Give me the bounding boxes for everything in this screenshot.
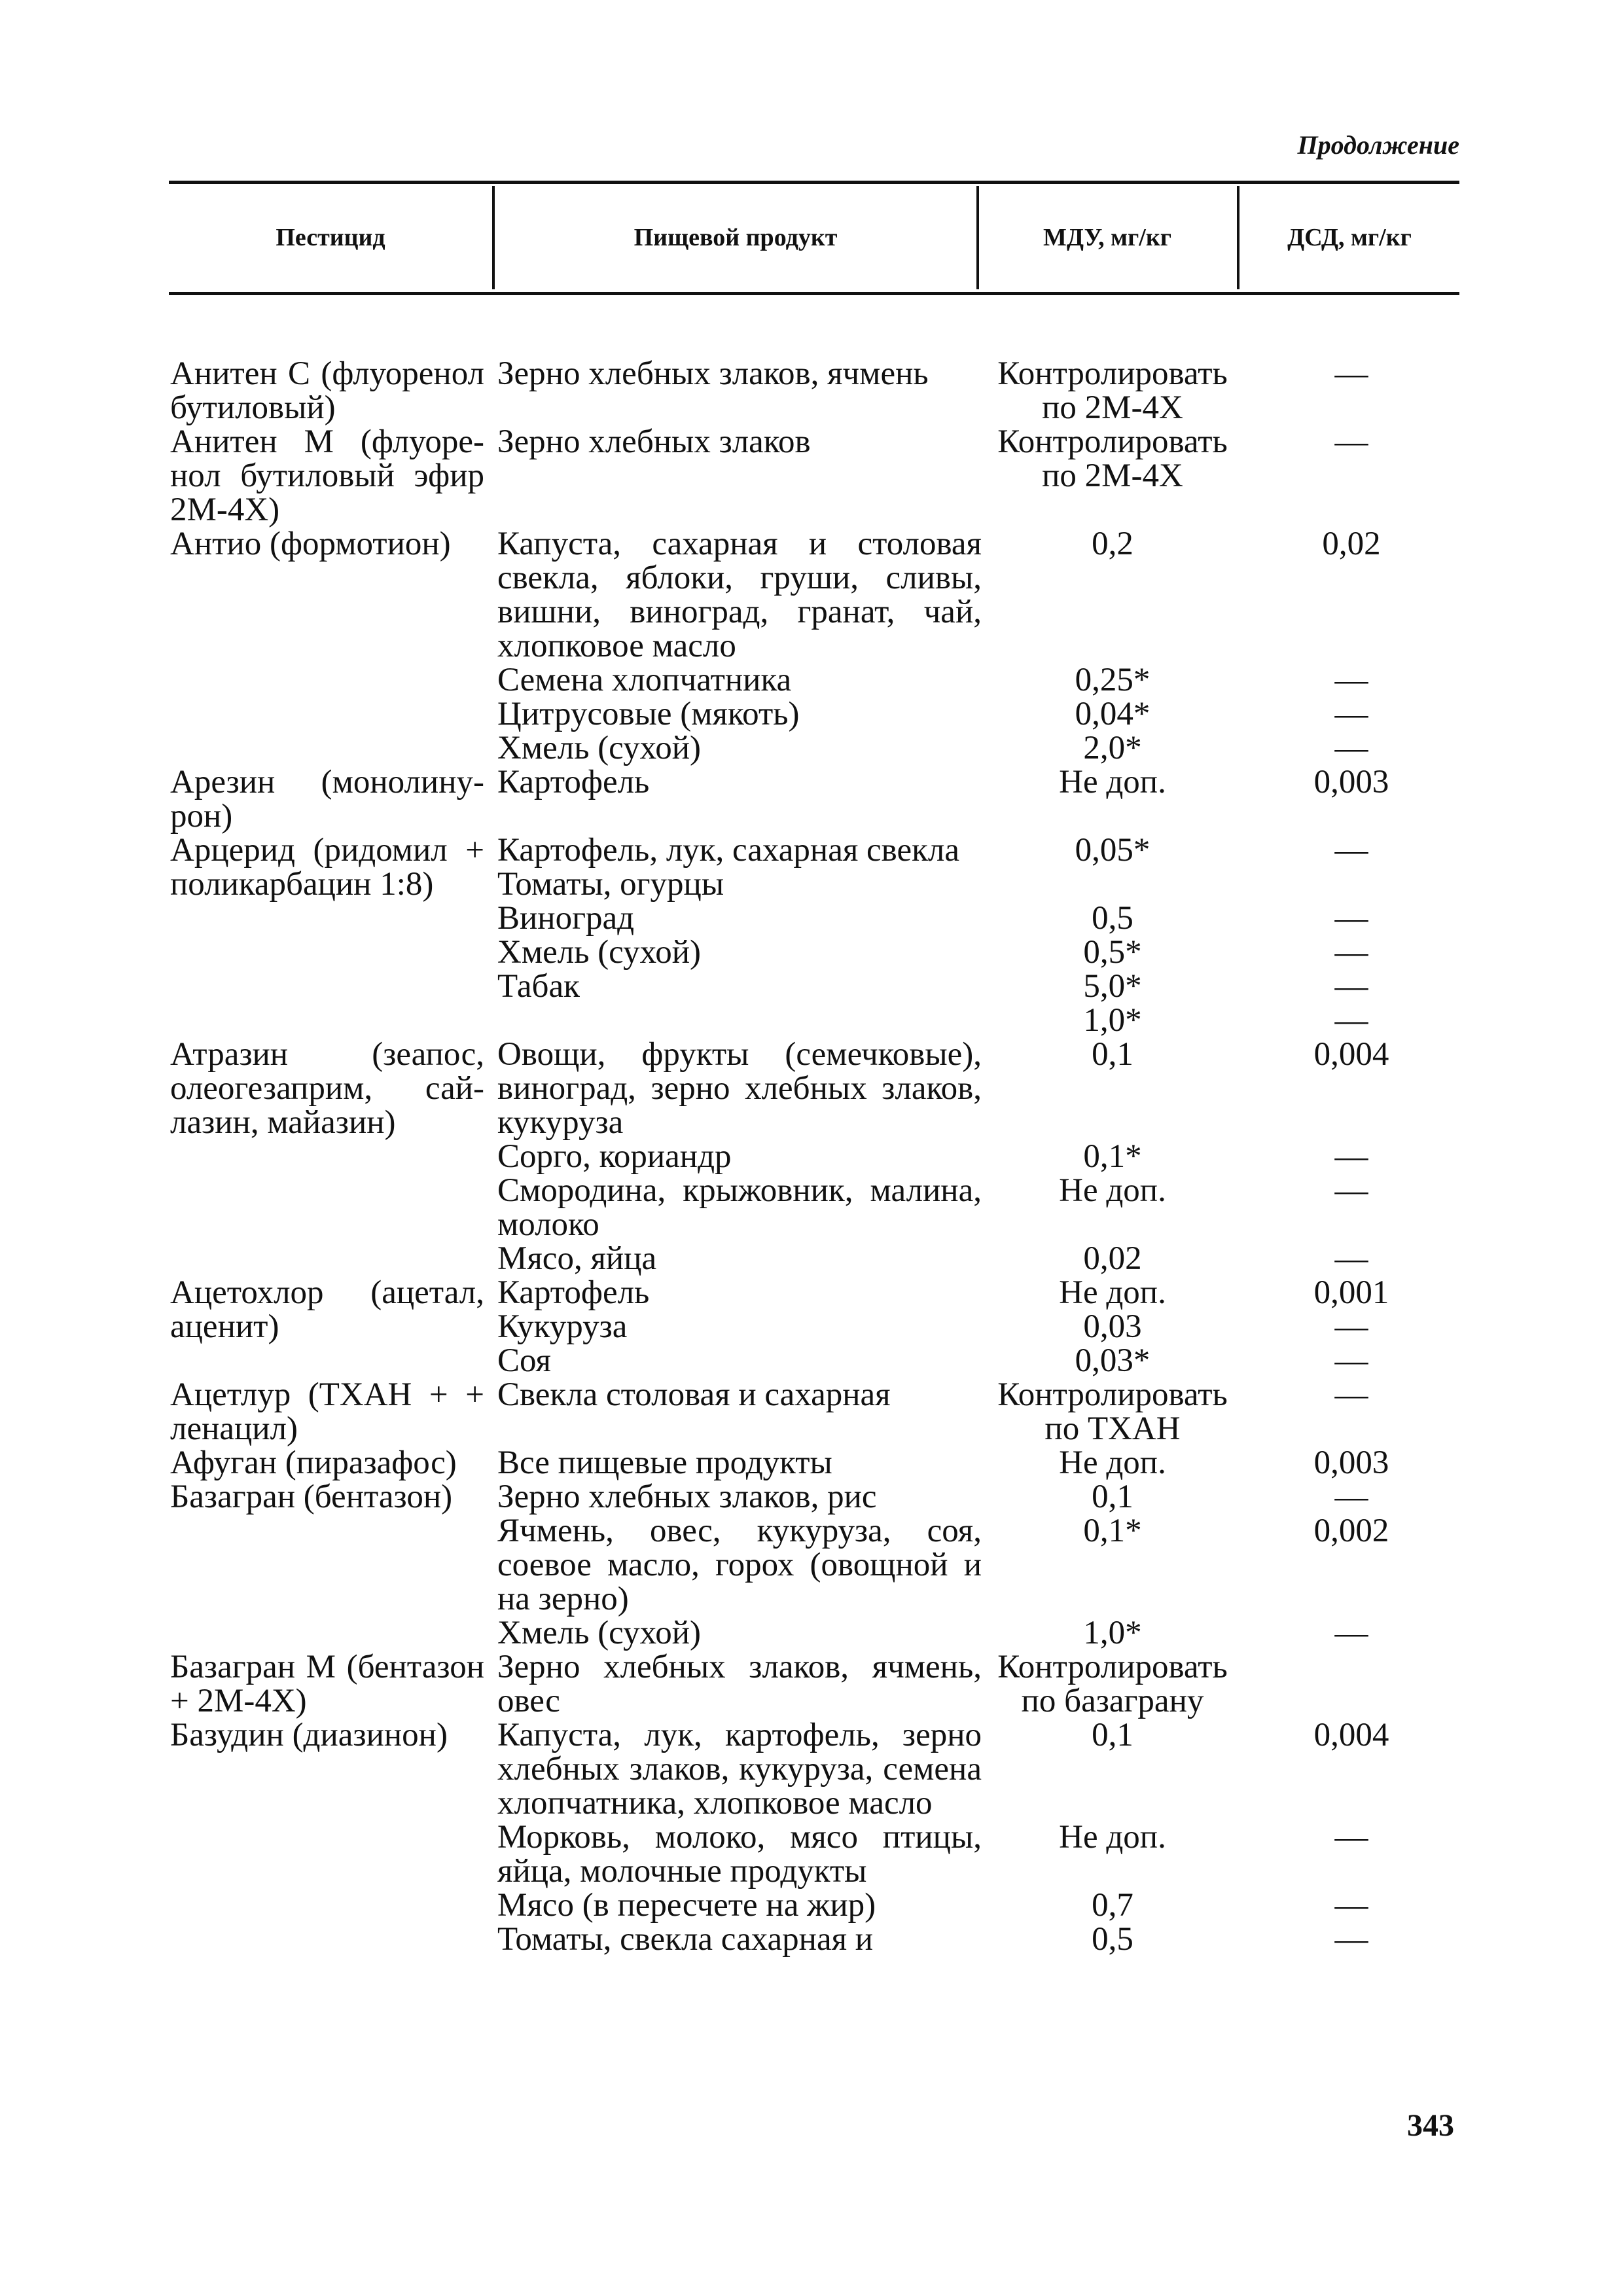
food-product-cell: Все пищевые продукты xyxy=(497,1444,832,1481)
dsd-cell: — xyxy=(1334,1308,1368,1345)
food-product-cell: Овощи, фрукты (семечковые), виноград, зерно хлебных злаков, кукуруза xyxy=(497,1036,982,1141)
dsd-cell: — xyxy=(1334,1921,1368,1958)
dsd-cell: — xyxy=(1334,355,1368,392)
table-row xyxy=(484,663,1459,697)
table-row xyxy=(484,867,1459,901)
mdu-cell: 0,5 xyxy=(1092,1921,1133,1958)
food-product-cell: Зерно хлебных злаков xyxy=(497,423,811,460)
dsd-cell: 0,003 xyxy=(1313,764,1389,800)
food-product-cell: Свекла столовая и сахарная xyxy=(497,1376,891,1413)
pesticide-name: Ацетохлор (ацетал, аценит) xyxy=(170,1274,484,1345)
table-row xyxy=(484,1378,1459,1446)
dsd-cell: 0,004 xyxy=(1313,1036,1389,1073)
table-row xyxy=(484,1820,1459,1888)
pesticide-group xyxy=(170,1037,1459,1276)
table-row xyxy=(484,1344,1459,1378)
dsd-cell: — xyxy=(1334,1376,1368,1413)
table-row xyxy=(484,1174,1459,1242)
mdu-cell: 0,5* xyxy=(1083,934,1142,971)
food-product-cell: Картофель, лук, сахарная свекла xyxy=(497,832,959,869)
pesticide-group xyxy=(170,1650,1459,1718)
food-product-cell: Зерно хлебных злаков, ячмень xyxy=(497,355,929,392)
continuation-label: Продолжение xyxy=(1297,130,1459,160)
mdu-cell xyxy=(982,867,1243,901)
mdu-cell: 0,02 xyxy=(1083,1240,1142,1277)
pesticide-name: Арезин (монолинурон) xyxy=(170,764,484,834)
mdu-cell: 0,1 xyxy=(1092,1479,1133,1515)
mdu-cell: 0,1* xyxy=(1083,1138,1142,1175)
pesticide-name: Атразин (зеапос, олеогезаприм, сайлазин, майазин) xyxy=(170,1036,484,1141)
table-row xyxy=(484,1888,1459,1922)
food-product-cell: Томаты, свекла сахарная и xyxy=(497,1921,874,1958)
table-row xyxy=(484,1310,1459,1344)
pesticide-table xyxy=(170,357,1459,1956)
table-row xyxy=(484,765,1459,799)
pesticide-name: Ацетлур (ТХАН + + ленацил) xyxy=(170,1376,484,1447)
table-row xyxy=(484,935,1459,969)
mdu-cell: 0,03* xyxy=(1075,1342,1150,1379)
dsd-cell: — xyxy=(1334,423,1368,460)
table-row xyxy=(484,833,1459,867)
dsd-cell: — xyxy=(1334,662,1368,698)
table-row xyxy=(484,731,1459,765)
table-row xyxy=(484,1480,1459,1514)
dsd-cell: — xyxy=(1334,900,1368,937)
table-row xyxy=(484,1242,1459,1276)
header-pesticide: Пестицид xyxy=(276,224,385,251)
dsd-cell: — xyxy=(1334,832,1368,869)
food-product-cell xyxy=(484,1003,982,1037)
food-product-cell: Зерно хлебных злаков, рис xyxy=(497,1479,877,1515)
pesticide-group xyxy=(170,765,1459,833)
food-product-cell: Цитрусовые (мякоть) xyxy=(497,696,800,732)
pesticide-group xyxy=(170,1718,1459,1956)
dsd-cell xyxy=(1243,1650,1459,1718)
mdu-cell: 0,1* xyxy=(1083,1513,1142,1549)
dsd-cell: — xyxy=(1334,1002,1368,1039)
food-product-cell: Зерно хлебных злаков, ячмень, овес xyxy=(497,1649,982,1719)
pesticide-name: Анитен М (флуоренол бутиловый эфир 2М-4Х) xyxy=(170,423,484,528)
pesticide-group xyxy=(170,357,1459,425)
table-row xyxy=(484,1616,1459,1650)
mdu-cell: 0,04* xyxy=(1075,696,1150,732)
table-row xyxy=(484,357,1459,425)
table-row xyxy=(484,1514,1459,1616)
food-product-cell: Ячмень, овес, кукуруза, соя, соевое масло, горох (овощной и на зерно) xyxy=(497,1513,982,1617)
food-product-cell: Кукуруза xyxy=(497,1308,628,1345)
dsd-cell: 0,003 xyxy=(1313,1444,1389,1481)
mdu-cell: 0,5 xyxy=(1092,900,1133,937)
pesticide-group xyxy=(170,1276,1459,1378)
dsd-cell: 0,001 xyxy=(1313,1274,1389,1311)
pesticide-group xyxy=(170,1480,1459,1650)
food-product-cell: Соя xyxy=(497,1342,552,1379)
mdu-cell: Не доп. xyxy=(1059,1274,1166,1311)
dsd-cell: — xyxy=(1334,1615,1368,1651)
food-product-cell: Мясо, яйца xyxy=(497,1240,657,1277)
pesticide-name: Базагран (бентазон) xyxy=(170,1479,453,1515)
dsd-cell: 0,002 xyxy=(1313,1513,1389,1549)
food-product-cell: Смородина, крыжовник, малина, молоко xyxy=(497,1172,982,1243)
table-row xyxy=(484,1037,1459,1139)
mdu-cell: 1,0* xyxy=(1083,1615,1142,1651)
page-number: 343 xyxy=(1407,2108,1454,2143)
mdu-cell: Не доп. xyxy=(1059,1819,1166,1856)
pesticide-group xyxy=(170,1378,1459,1446)
dsd-cell xyxy=(1243,867,1459,901)
dsd-cell: — xyxy=(1334,934,1368,971)
table-row xyxy=(484,1922,1459,1956)
mdu-cell: 0,05* xyxy=(1075,832,1150,869)
header-product: Пищевой продукт xyxy=(633,224,838,251)
table-row xyxy=(484,527,1459,663)
mdu-cell: 0,2 xyxy=(1092,526,1133,562)
mdu-cell: 0,03 xyxy=(1083,1308,1142,1345)
dsd-cell: — xyxy=(1334,696,1368,732)
food-product-cell: Семена хлопчатника xyxy=(497,662,792,698)
pesticide-name: Анитен С (флуоренол бутиловый) xyxy=(170,355,484,426)
dsd-cell: 0,02 xyxy=(1322,526,1381,562)
mdu-cell: 0,1 xyxy=(1092,1036,1133,1073)
food-product-cell: Томаты, огурцы xyxy=(497,866,724,903)
header-bottom-rule xyxy=(169,292,1459,295)
food-product-cell: Мясо (в пересчете на жир) xyxy=(497,1887,876,1924)
table-row xyxy=(484,1276,1459,1310)
table-row xyxy=(484,425,1459,493)
mdu-cell: 1,0* xyxy=(1083,1002,1142,1039)
food-product-cell: Капуста, лук, картофель, зерно хлебных злаков, кукуруза, семена хлопчатника, хлопковое масло xyxy=(497,1717,982,1821)
mdu-cell: 0,7 xyxy=(1092,1887,1133,1924)
food-product-cell: Хмель (сухой) xyxy=(497,934,701,971)
pesticide-group xyxy=(170,1446,1459,1480)
mdu-cell: 5,0* xyxy=(1083,968,1142,1005)
mdu-cell: 0,25* xyxy=(1075,662,1150,698)
food-product-cell: Хмель (сухой) xyxy=(497,730,701,766)
dsd-cell: — xyxy=(1334,968,1368,1005)
pesticide-group xyxy=(170,527,1459,765)
dsd-cell: — xyxy=(1334,1819,1368,1856)
mdu-cell: Не доп. xyxy=(1059,1444,1166,1481)
mdu-cell: Контролировать по ТХАН xyxy=(997,1376,1228,1447)
mdu-cell: 2,0* xyxy=(1083,730,1142,766)
food-product-cell: Картофель xyxy=(497,764,650,800)
food-product-cell: Хмель (сухой) xyxy=(497,1615,701,1651)
pesticide-name: Арцерид (ридомил + поликарбацин 1:8) xyxy=(170,832,484,903)
mdu-cell: Контролировать по 2М-4Х xyxy=(997,355,1228,426)
dsd-cell: — xyxy=(1334,1172,1368,1209)
dsd-cell: — xyxy=(1334,730,1368,766)
dsd-cell: 0,004 xyxy=(1313,1717,1389,1753)
food-product-cell: Картофель xyxy=(497,1274,650,1311)
table-row xyxy=(484,1650,1459,1718)
table-row xyxy=(484,1718,1459,1820)
table-row xyxy=(484,1139,1459,1174)
header-top-rule xyxy=(169,181,1459,184)
dsd-cell: — xyxy=(1334,1479,1368,1515)
food-product-cell: Табак xyxy=(497,968,580,1005)
mdu-cell: Не доп. xyxy=(1059,764,1166,800)
pesticide-group xyxy=(170,425,1459,527)
dsd-cell: — xyxy=(1334,1240,1368,1277)
table-row xyxy=(484,901,1459,935)
dsd-cell: — xyxy=(1334,1342,1368,1379)
food-product-cell: Морковь, молоко, мясо птицы, яйца, молочные продукты xyxy=(497,1819,982,1890)
food-product-cell: Капуста, сахарная и столовая свекла, яблоки, груши, сливы, вишни, виноград, гранат, чай, хлопковое масло xyxy=(497,526,982,664)
dsd-cell: — xyxy=(1334,1887,1368,1924)
mdu-cell: Контролировать по базаграну xyxy=(997,1649,1228,1719)
food-product-cell: Сорго, кориандр xyxy=(497,1138,732,1175)
pesticide-name: Базагран М (бентазон + 2М-4Х) xyxy=(170,1649,484,1719)
table-row xyxy=(484,1003,1459,1037)
pesticide-name: Антио (формотион) xyxy=(170,526,451,562)
mdu-cell: 0,1 xyxy=(1092,1717,1133,1753)
table-row xyxy=(484,697,1459,731)
pesticide-name: Базудин (диазинон) xyxy=(170,1717,448,1753)
header-mdu: МДУ, мг/кг xyxy=(1043,224,1171,251)
mdu-cell: Контролировать по 2М-4Х xyxy=(997,423,1228,494)
pesticide-group xyxy=(170,833,1459,1037)
header-dsd: ДСД, мг/кг xyxy=(1287,224,1412,251)
table-row xyxy=(484,969,1459,1003)
table-row xyxy=(484,1446,1459,1480)
food-product-cell: Виноград xyxy=(497,900,635,937)
pesticide-name: Афуган (пиразафос) xyxy=(170,1444,457,1481)
mdu-cell: Не доп. xyxy=(1059,1172,1166,1209)
dsd-cell: — xyxy=(1334,1138,1368,1175)
